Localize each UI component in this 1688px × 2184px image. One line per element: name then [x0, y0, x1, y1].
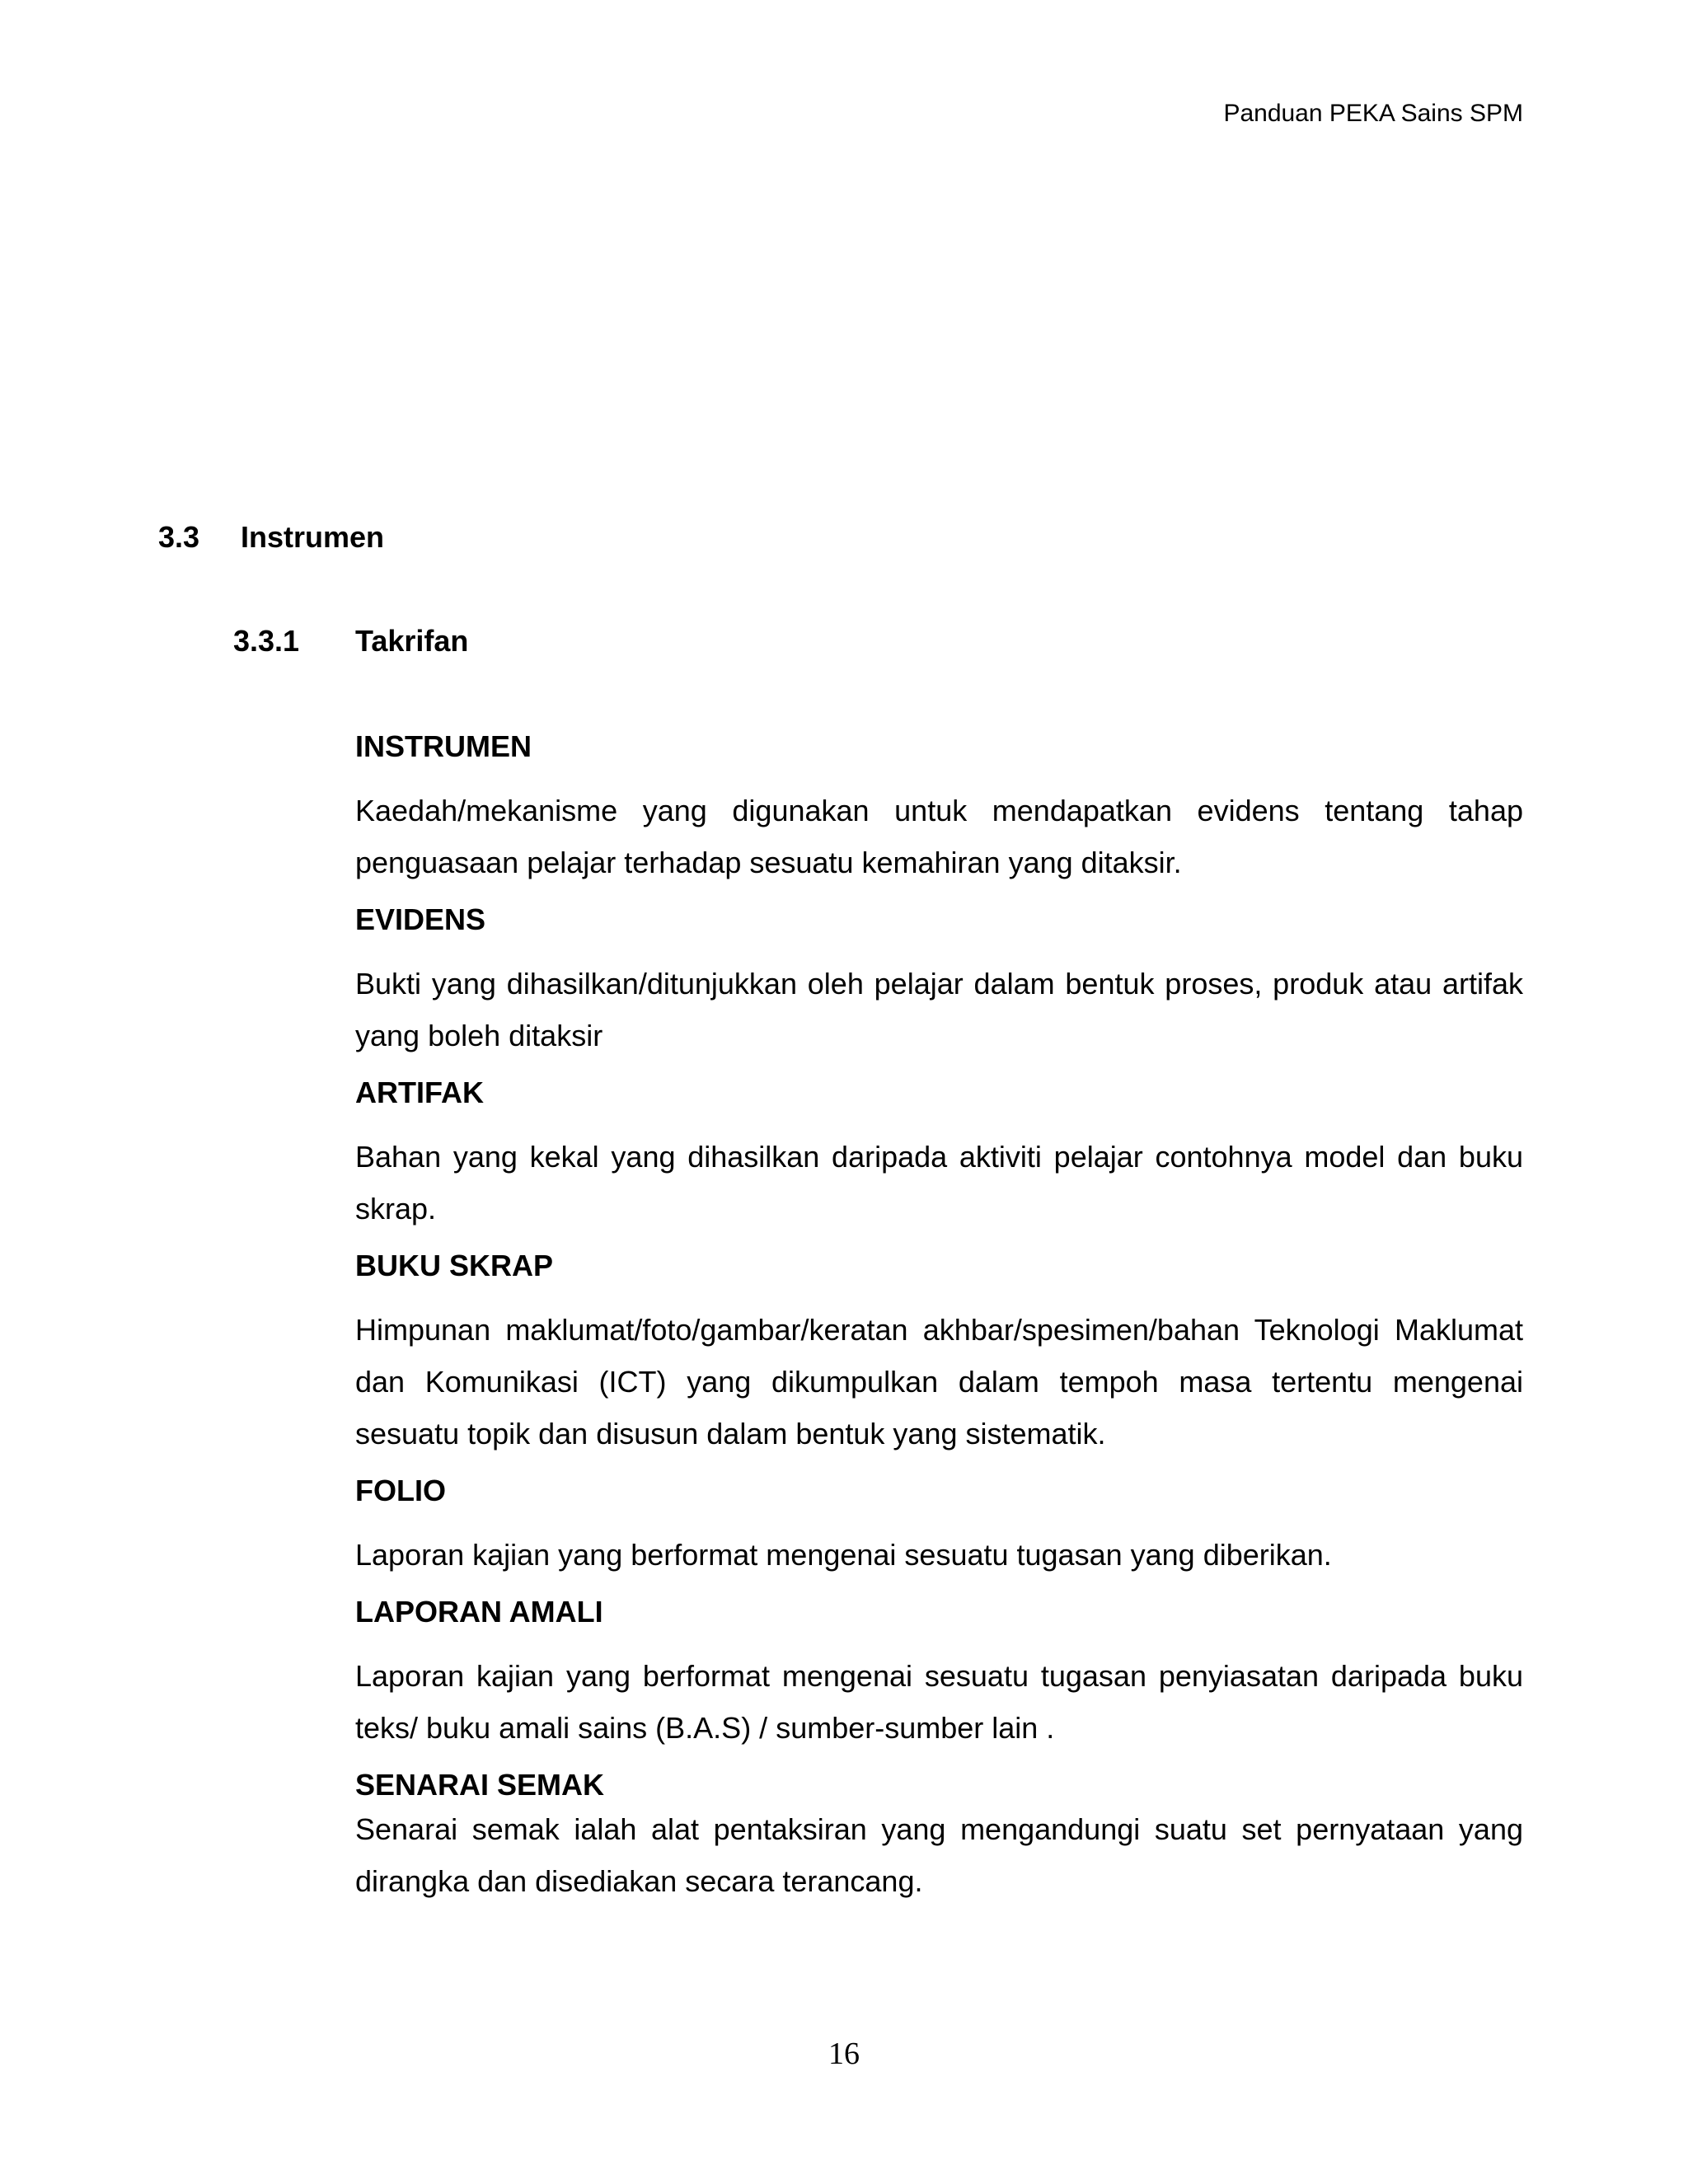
subsection-heading	[233, 623, 468, 659]
definition-term: INSTRUMEN	[355, 729, 532, 763]
definition-text: Bahan yang kekal yang dihasilkan daripada aktiviti pelajar contohnya model dan buku skrap.	[355, 1140, 1523, 1226]
definition-text: Senarai semak ialah alat pentaksiran yang mengandungi suatu set pernyataan yang dirangka dan disediakan secara terancang.	[355, 1812, 1523, 1898]
subsection-number: 3.3.1	[233, 624, 300, 658]
definition-buku-skrap	[355, 1248, 1523, 1473]
section-heading	[158, 519, 384, 555]
definition-evidens	[355, 902, 1523, 1075]
definition-term: LAPORAN AMALI	[355, 1595, 603, 1629]
definition-term: ARTIFAK	[355, 1076, 484, 1109]
section-title: Instrumen	[241, 520, 385, 554]
definition-text: Kaedah/mekanisme yang digunakan untuk mendapatkan evidens tentang tahap penguasaan pelajar terhadap sesuatu kemahiran yang ditaksir.	[355, 794, 1523, 879]
definition-term: EVIDENS	[355, 902, 486, 936]
definition-term: FOLIO	[355, 1474, 446, 1507]
definition-text: Bukti yang dihasilkan/ditunjukkan oleh pelajar dalam bentuk proses, produk atau artifak yang boleh ditaksir	[355, 967, 1523, 1052]
page-header: Panduan PEKA Sains SPM	[1223, 100, 1523, 127]
definition-artifak	[355, 1075, 1523, 1248]
subsection-title: Takrifan	[355, 624, 469, 658]
definition-laporan-amali	[355, 1594, 1523, 1767]
definition-term: SENARAI SEMAK	[355, 1768, 605, 1802]
definition-text: Laporan kajian yang berformat mengenai sesuatu tugasan penyiasatan daripada buku teks/ buku amali sains (B.A.S) / sumber-sumber lain .	[355, 1659, 1523, 1745]
definitions-list	[355, 729, 1523, 1907]
definition-folio	[355, 1473, 1523, 1594]
page-number: 16	[828, 2036, 860, 2071]
definition-term: BUKU SKRAP	[355, 1249, 554, 1282]
definition-senarai-semak	[355, 1767, 1523, 1907]
definition-text: Laporan kajian yang berformat mengenai sesuatu tugasan yang diberikan.	[355, 1538, 1332, 1572]
definition-instrumen	[355, 729, 1523, 902]
section-number: 3.3	[158, 520, 200, 554]
definition-text: Himpunan maklumat/foto/gambar/keratan akhbar/spesimen/bahan Teknologi Maklumat dan Komunikasi (ICT) yang dikumpulkan dalam tempoh masa tertentu mengenai sesuatu topik dan disusun dalam bentuk yang sistematik.	[355, 1313, 1523, 1451]
